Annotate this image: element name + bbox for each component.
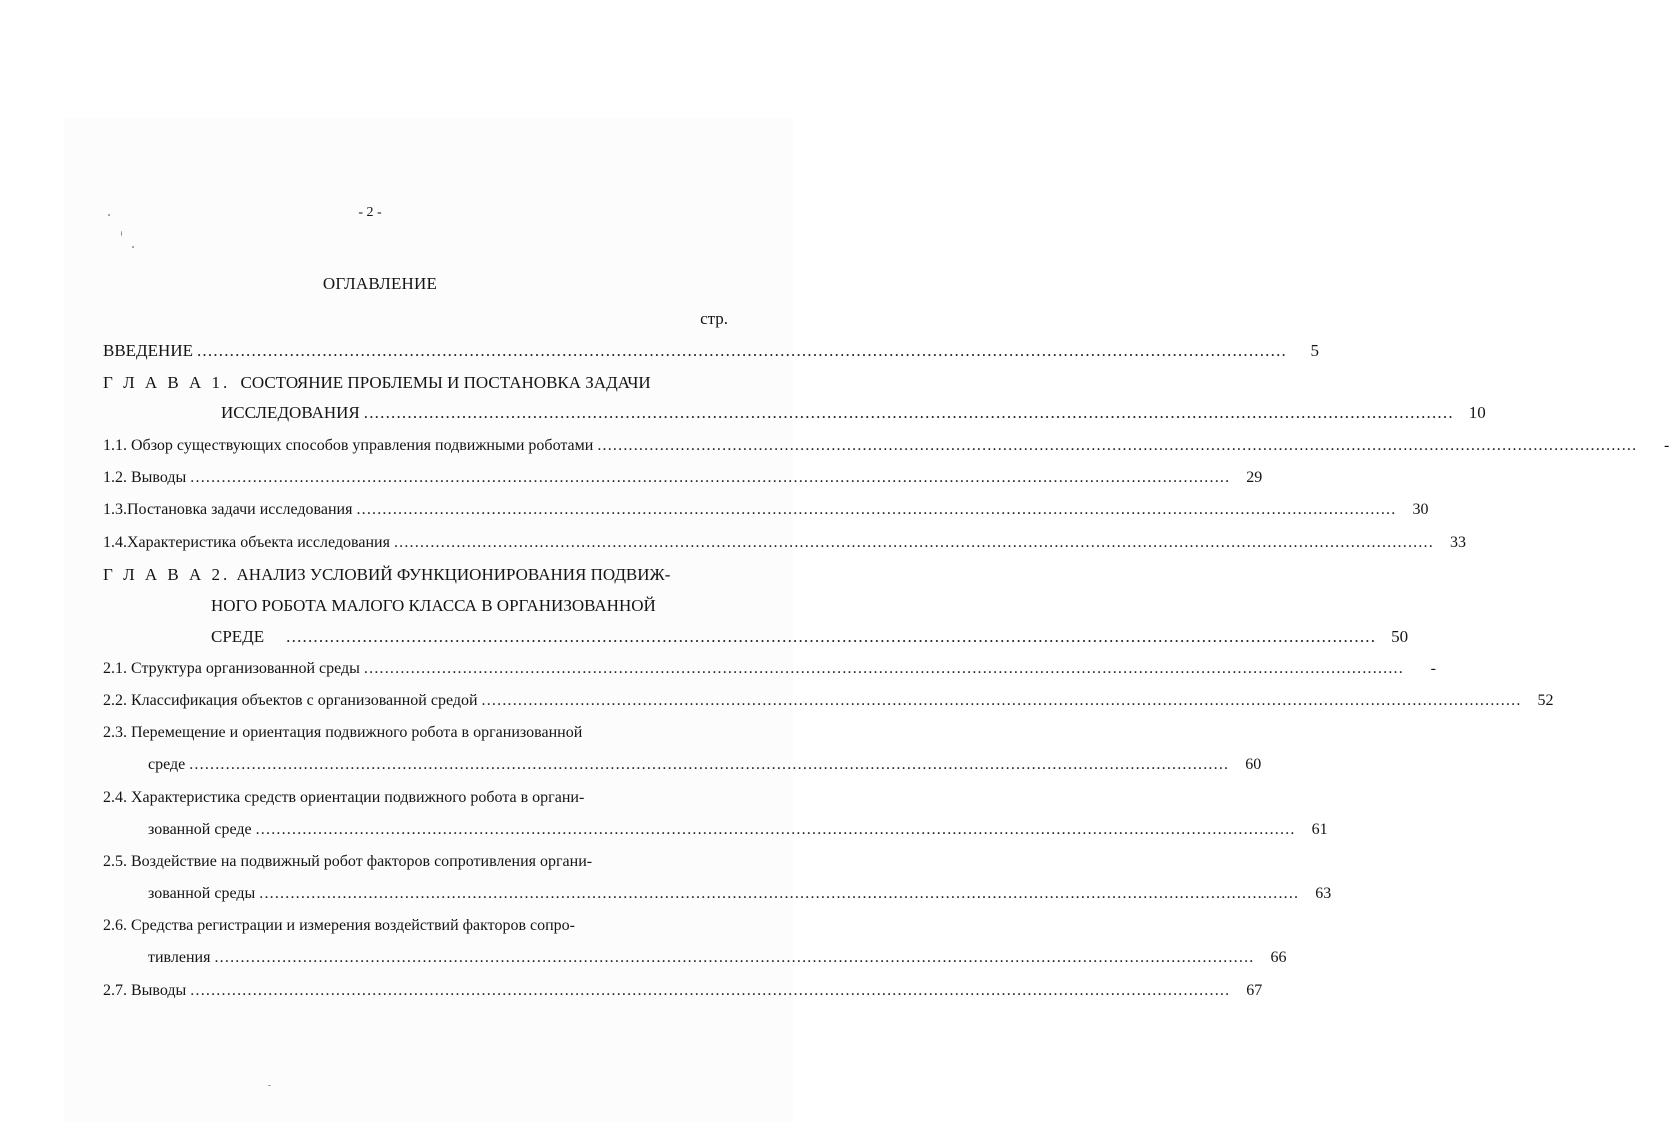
toc-chapter-2-heading	[103, 562, 670, 588]
scan-speck	[268, 1085, 271, 1086]
entry-page: 60	[1245, 756, 1262, 773]
toc-entry-1-4	[103, 531, 1466, 555]
leader-dots: ........................................................................................................................................................................................................	[363, 403, 1454, 422]
scan-background	[64, 118, 793, 1122]
chapter-1-title-line1: СОСТОЯНИЕ ПРОБЛЕМЫ И ПОСТАНОВКА ЗАДАЧИ	[240, 373, 651, 392]
entry-title: 2.7. Выводы	[103, 982, 187, 999]
toc-entry-2-6-line1: 2.6. Средства регистрации и измерения воздействий факторов сопро-	[103, 917, 575, 934]
entry-page: 33	[1449, 534, 1466, 551]
toc-title: ОГЛАВЛЕНИЕ	[322, 274, 438, 293]
leader-dots: ........................................................................................................................................................................................................	[363, 660, 1404, 677]
toc-entry-1-3	[103, 498, 1429, 522]
entry-title: 1.4.Характеристика объекта исследования	[103, 534, 390, 551]
toc-chapter-1-heading	[103, 370, 651, 396]
leader-dots: ........................................................................................................................................................................................................	[259, 885, 1300, 902]
toc-entry-1-2	[103, 466, 1263, 490]
chapter-2-title-line1: АНАЛИЗ УСЛОВИЙ ФУНКЦИОНИРОВАНИЯ ПОДВИЖ-	[236, 565, 671, 584]
chapter-1-title-line2: ИССЛЕДОВАНИЯ	[221, 403, 360, 422]
scan-speck	[121, 231, 122, 236]
entry-title: зованной среды	[148, 885, 256, 902]
entry-title: ВВЕДЕНИЕ	[103, 341, 193, 360]
toc-entry-introduction	[103, 339, 1319, 363]
entry-page: 50	[1391, 627, 1409, 646]
entry-page: 30	[1412, 501, 1429, 518]
entry-page: 67	[1246, 982, 1263, 999]
chapter-1-prefix: Г Л А В А 1.	[103, 373, 231, 392]
toc-entry-2-5	[148, 882, 1332, 906]
toc-entry-2-4-line1: 2.4. Характеристика средств ориентации подвижного робота в органи-	[103, 789, 585, 806]
page-number: - 2 -	[358, 205, 382, 220]
leader-dots: ........................................................................................................................................................................................................	[597, 437, 1638, 454]
leader-dots: ........................................................................................................................................................................................................	[190, 469, 1231, 486]
entry-page: -	[1430, 660, 1436, 677]
scan-speck	[108, 214, 110, 216]
entry-page: 29	[1246, 469, 1263, 486]
entry-title: 1.1. Обзор существующих способов управления подвижными роботами	[103, 437, 594, 454]
chapter-2-title-line3: СРЕДЕ	[211, 627, 265, 646]
leader-dots: ........................................................................................................................................................................................................	[190, 982, 1231, 999]
leader-dots: ........................................................................................................................................................................................................	[393, 534, 1434, 551]
entry-title: среде	[148, 756, 186, 773]
entry-page: 66	[1270, 949, 1287, 966]
leader-dots: ........................................................................................................................................................................................................	[481, 692, 1522, 709]
entry-page: 63	[1315, 885, 1332, 902]
toc-entry-2-3	[148, 753, 1262, 777]
toc-entry-2-3-line1: 2.3. Перемещение и ориентация подвижного робота в организованной	[103, 724, 583, 741]
entry-page: 61	[1311, 821, 1328, 838]
page-column-label: стр.	[700, 309, 728, 328]
leader-dots: ........................................................................................................................................................................................................	[286, 627, 1377, 646]
toc-entry-2-1	[103, 657, 1436, 681]
leader-dots: ........................................................................................................................................................................................................	[255, 821, 1296, 838]
entry-title: 2.2. Классификация объектов с организованной средой	[103, 692, 478, 709]
scan-speck	[132, 246, 134, 248]
chapter-2-prefix: Г Л А В А 2.	[103, 565, 231, 584]
toc-entry-2-5-line1: 2.5. Воздействие на подвижный робот факторов сопротивления органи-	[103, 853, 593, 870]
entry-title: тивления	[148, 949, 211, 966]
toc-chapter-2-heading-line2	[211, 593, 656, 619]
toc-entry-chapter-1	[221, 401, 1486, 425]
toc-entry-2-2	[103, 689, 1554, 713]
leader-dots: ........................................................................................................................................................................................................	[189, 756, 1230, 773]
toc-entry-1-1	[103, 434, 1669, 458]
leader-dots: ........................................................................................................................................................................................................	[356, 501, 1397, 518]
entry-title: зованной среде	[148, 821, 252, 838]
entry-title: 1.3.Постановка задачи исследования	[103, 501, 353, 518]
toc-entry-chapter-2	[211, 625, 1409, 649]
chapter-2-title-line2: НОГО РОБОТА МАЛОГО КЛАССА В ОРГАНИЗОВАННОЙ	[211, 596, 656, 615]
entry-title: 1.2. Выводы	[103, 469, 187, 486]
entry-page: 5	[1310, 341, 1319, 360]
entry-title: 2.1. Структура организованной среды	[103, 660, 360, 677]
toc-entry-2-4	[148, 818, 1328, 842]
leader-dots: ........................................................................................................................................................................................................	[214, 949, 1255, 966]
leader-dots: ........................................................................................................................................................................................................	[196, 341, 1287, 360]
entry-page: 10	[1468, 403, 1486, 422]
entry-page: 52	[1537, 692, 1554, 709]
toc-entry-2-7	[103, 979, 1263, 1003]
entry-page: -	[1664, 437, 1669, 454]
toc-entry-2-6	[148, 946, 1287, 970]
